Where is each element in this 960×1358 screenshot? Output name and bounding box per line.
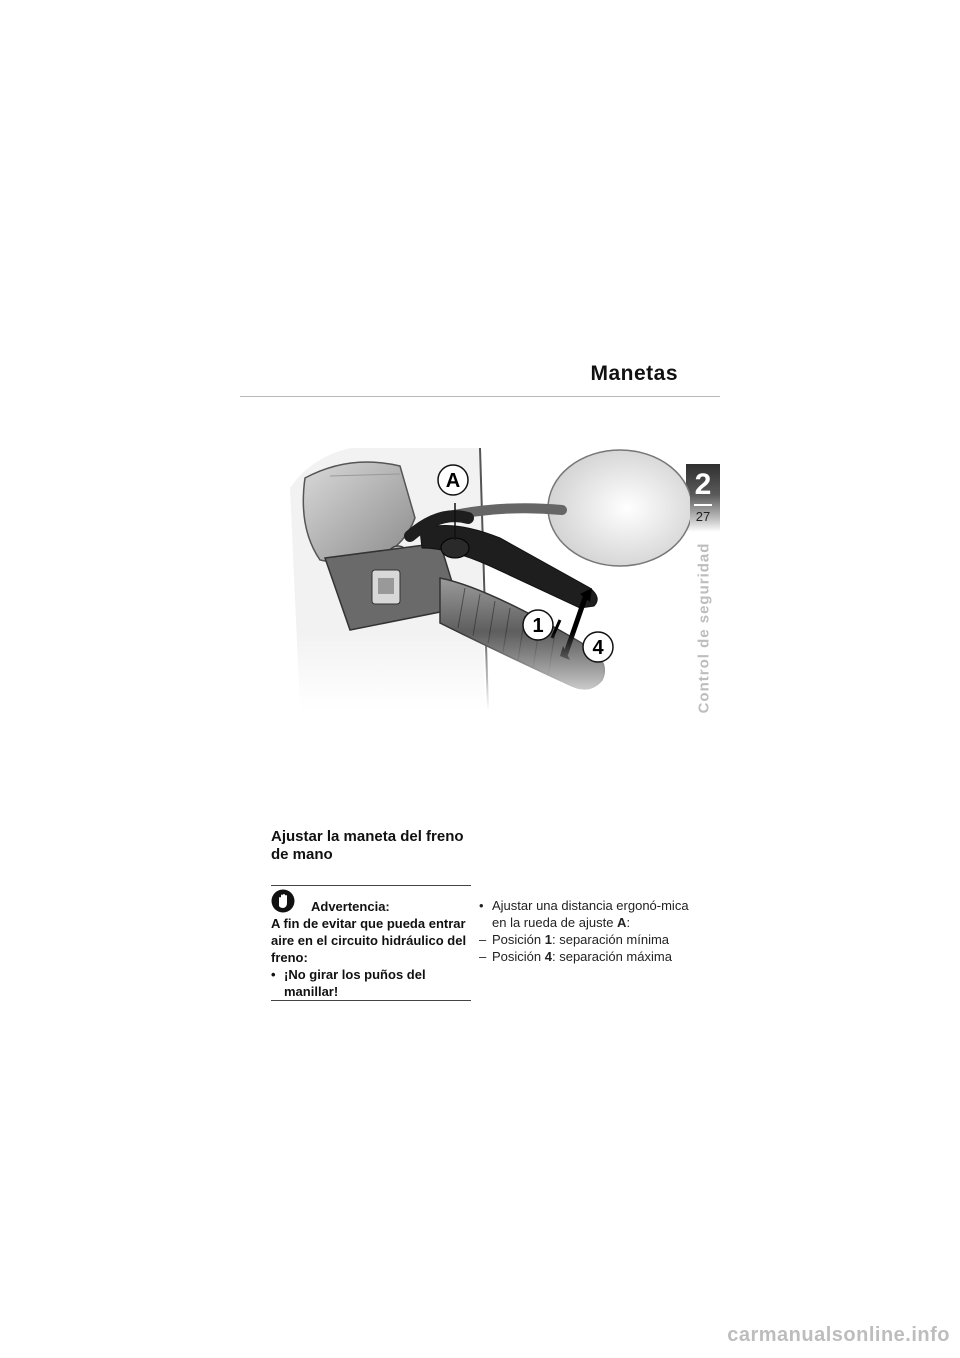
warning-title: Advertencia:	[311, 899, 390, 914]
hand-stop-icon	[271, 889, 295, 913]
instruction-bullet-mark: •	[479, 898, 484, 913]
instruction-step-end: :	[626, 915, 631, 930]
warning-bullet-mark: •	[271, 967, 276, 982]
warning-bullet-text: ¡No girar los puños del manillar!	[284, 967, 426, 999]
position-4-after: : separación máxima	[551, 949, 672, 964]
dash-mark-1: –	[479, 932, 487, 947]
label-4-callout	[582, 631, 614, 663]
instruction-step	[479, 897, 689, 931]
warning-lead: A fin de evitar que pueda entrar aire en el circuito hidráulico del freno:	[271, 916, 467, 965]
warning-text	[271, 915, 471, 1000]
position-1-after: : separación mínima	[551, 932, 670, 947]
position-1-before: Posición	[492, 932, 545, 947]
label-1-callout	[522, 609, 554, 641]
label-1-text: 1	[532, 615, 544, 637]
title-rule	[240, 396, 720, 397]
label-4-text: 4	[592, 637, 604, 659]
chapter-side-label: Control de seguridad	[695, 542, 713, 714]
page-title: Manetas	[590, 362, 678, 385]
instruction-position-4	[479, 948, 689, 965]
label-a-text: A	[445, 470, 461, 492]
dash-mark-4: –	[479, 949, 487, 964]
instruction-step-bold: A	[617, 915, 627, 930]
page-number: 27	[695, 509, 711, 524]
position-1-number: 1	[544, 932, 552, 947]
brake-lever-illustration	[290, 448, 690, 710]
warning-bullet-item	[271, 966, 471, 1000]
instruction-step-text: Ajustar una distancia ergonó-mica en la rueda de ajuste	[492, 898, 689, 930]
warning-box	[271, 885, 471, 1001]
instructions	[479, 897, 689, 965]
label-a-callout	[437, 464, 469, 496]
position-4-number: 4	[544, 949, 552, 964]
position-4-before: Posición	[492, 949, 545, 964]
chapter-number: 2	[694, 468, 712, 501]
chapter-tab	[686, 464, 720, 532]
chapter-separator	[694, 504, 712, 506]
section-heading: Ajustar la maneta del freno de mano	[271, 828, 464, 863]
instruction-position-1	[479, 931, 689, 948]
watermark: carmanualsonline.info	[727, 1324, 950, 1346]
